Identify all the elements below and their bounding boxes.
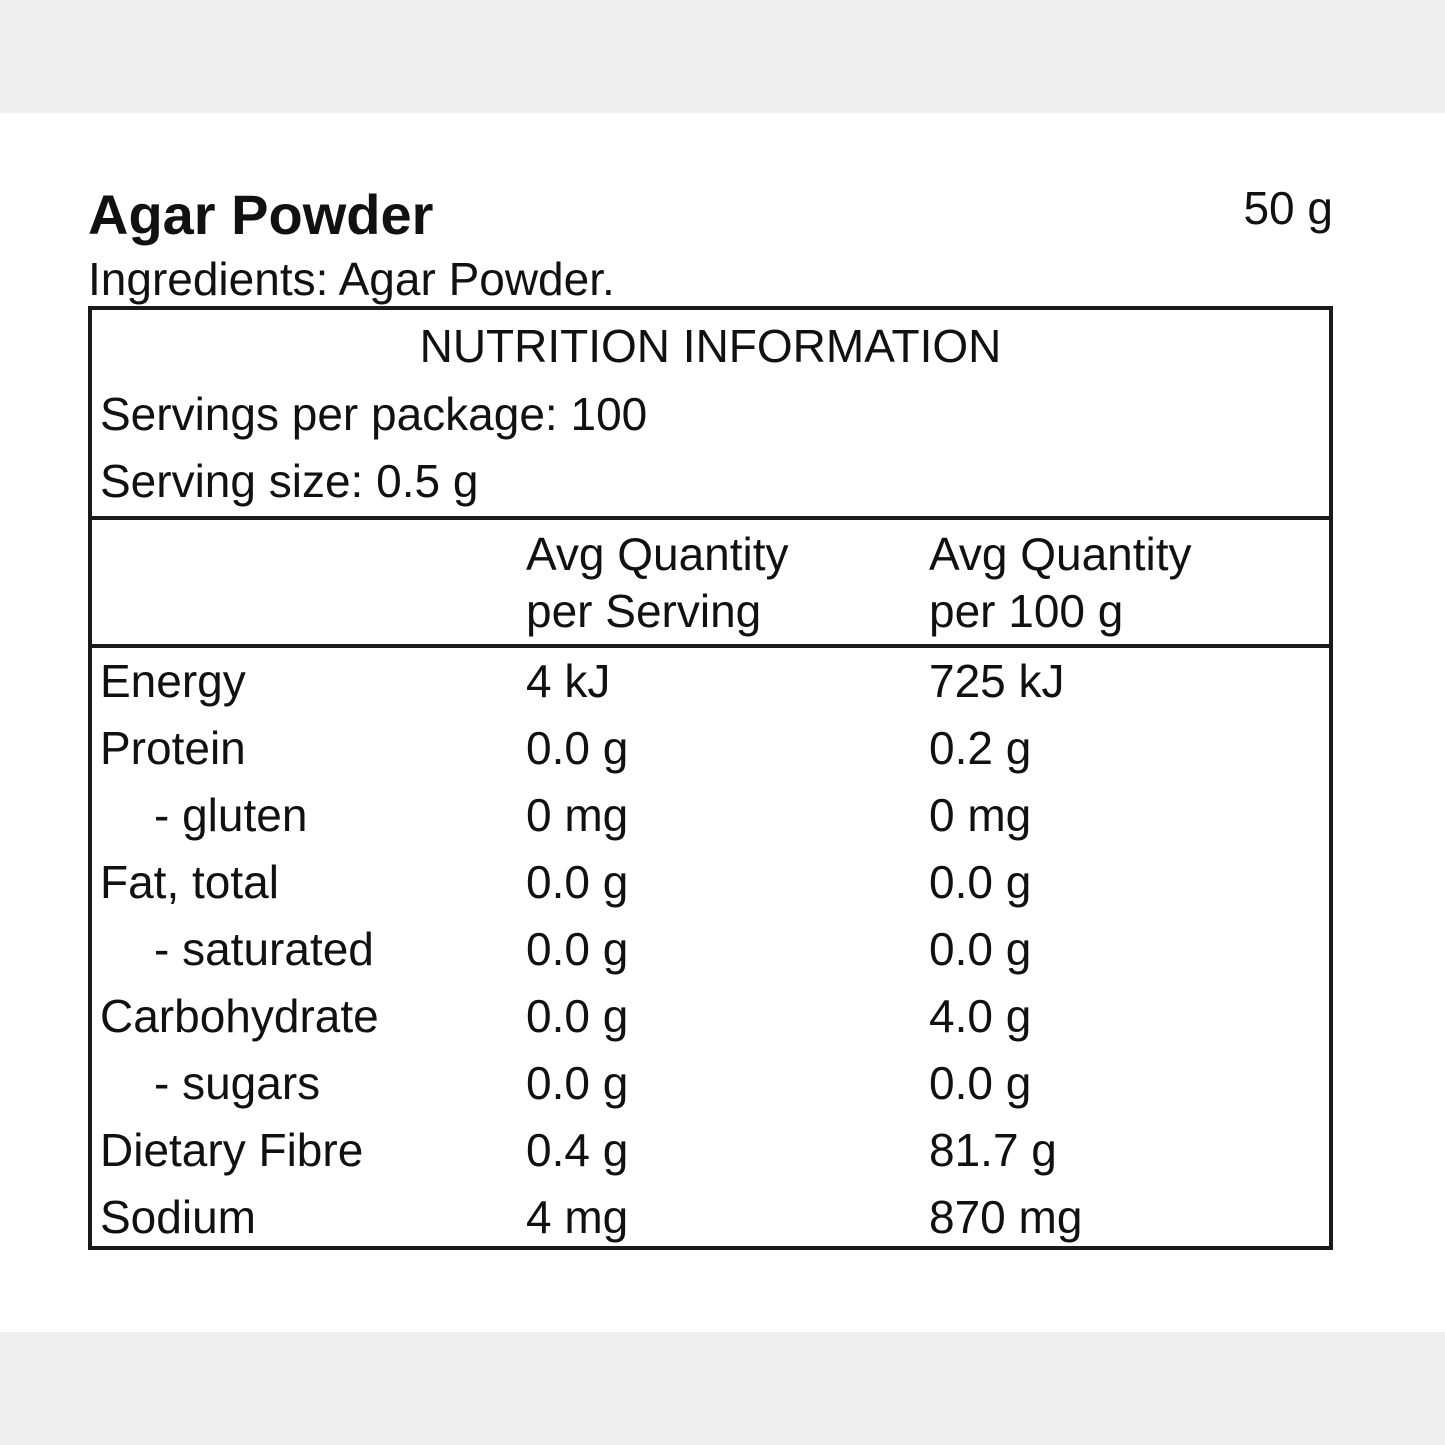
nutrition-title: NUTRITION INFORMATION bbox=[419, 320, 1002, 372]
nutrient-name: Sodium bbox=[100, 1191, 256, 1243]
per-100g-value: 0.0 g bbox=[929, 856, 1032, 908]
per-100g-value: 0.0 g bbox=[929, 1057, 1032, 1109]
per-100g-value: 0 mg bbox=[929, 789, 1032, 841]
serving-size: Serving size: 0.5 g bbox=[100, 455, 479, 507]
nutrient-name: Protein bbox=[100, 722, 246, 774]
nutrition-table bbox=[88, 306, 1333, 1250]
nutrition-header bbox=[92, 310, 1329, 520]
column-header-line: per Serving bbox=[526, 585, 762, 637]
per-serving-value: 0 mg bbox=[526, 789, 629, 841]
per-100g-value: 4.0 g bbox=[929, 990, 1032, 1042]
per-100g-value: 81.7 g bbox=[929, 1124, 1057, 1176]
table-row bbox=[92, 983, 1329, 1050]
nutrient-name: - saturated bbox=[154, 923, 374, 975]
per-serving-value: 0.0 g bbox=[526, 990, 629, 1042]
per-serving-value: 0.0 g bbox=[526, 1057, 629, 1109]
column-header-line: Avg Quantity bbox=[929, 528, 1192, 580]
table-row bbox=[92, 648, 1329, 715]
product-name: Agar Powder bbox=[88, 183, 434, 246]
per-serving-value: 4 mg bbox=[526, 1191, 629, 1243]
per-serving-value: 0.0 g bbox=[526, 856, 629, 908]
servings-per-package: Servings per package: 100 bbox=[100, 388, 648, 440]
per-serving-value: 0.0 g bbox=[526, 722, 629, 774]
column-headers bbox=[92, 520, 1329, 648]
ingredients-text: Ingredients: Agar Powder. bbox=[88, 253, 615, 305]
per-100g-value: 870 mg bbox=[929, 1191, 1083, 1243]
column-header-per-100g bbox=[929, 526, 1192, 640]
nutrient-name: - gluten bbox=[154, 789, 308, 841]
per-serving-value: 0.0 g bbox=[526, 923, 629, 975]
table-row bbox=[92, 715, 1329, 782]
per-100g-value: 725 kJ bbox=[929, 655, 1065, 707]
net-weight: 50 g bbox=[1243, 182, 1333, 234]
table-row bbox=[92, 1117, 1329, 1184]
table-row bbox=[92, 1184, 1329, 1251]
per-100g-value: 0.2 g bbox=[929, 722, 1032, 774]
table-row bbox=[92, 916, 1329, 983]
nutrient-name: Carbohydrate bbox=[100, 990, 379, 1042]
column-header-line: Avg Quantity bbox=[526, 528, 789, 580]
table-row bbox=[92, 782, 1329, 849]
table-row bbox=[92, 1050, 1329, 1117]
column-header-per-serving bbox=[526, 526, 789, 640]
nutrient-rows bbox=[92, 648, 1329, 1251]
nutrient-name: Fat, total bbox=[100, 856, 279, 908]
per-serving-value: 4 kJ bbox=[526, 655, 611, 707]
nutrient-name: - sugars bbox=[154, 1057, 321, 1109]
column-header-line: per 100 g bbox=[929, 585, 1124, 637]
nutrient-name: Energy bbox=[100, 655, 246, 707]
nutrient-name: Dietary Fibre bbox=[100, 1124, 364, 1176]
per-serving-value: 0.4 g bbox=[526, 1124, 629, 1176]
table-row bbox=[92, 849, 1329, 916]
per-100g-value: 0.0 g bbox=[929, 923, 1032, 975]
